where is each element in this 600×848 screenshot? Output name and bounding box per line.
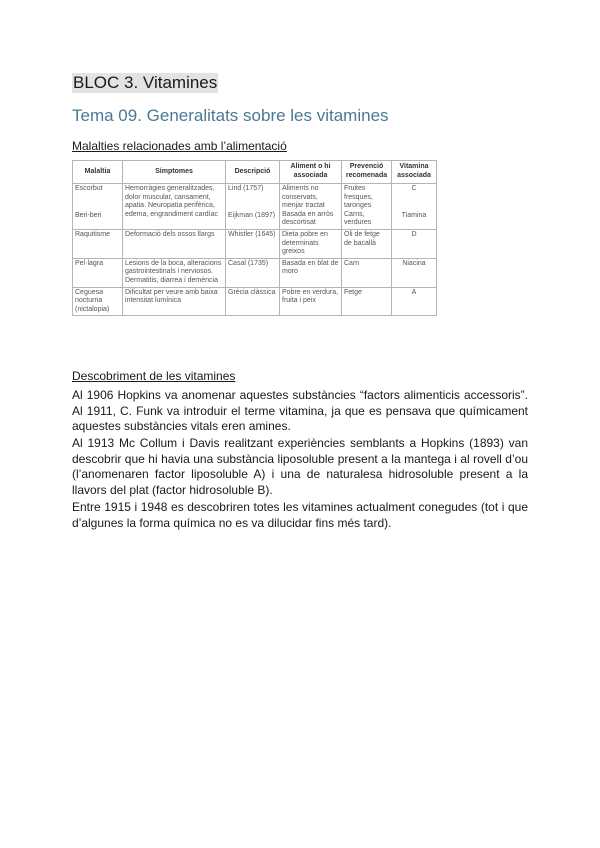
cell-text: Basada en arròs descortisat	[282, 210, 334, 227]
table-cell: Deformació dels ossos llargs	[123, 229, 226, 258]
column-header: Aliment o hi associada	[280, 161, 342, 184]
table-cell: Dieta pobre en determinats greixos	[280, 229, 342, 258]
cell-text: Lind (1757)	[228, 185, 264, 192]
table-cell: Casal (1735)	[226, 258, 280, 287]
table-row	[73, 229, 437, 258]
section-heading-descobriment: Descobriment de les vitamines	[72, 369, 236, 383]
column-header: Prevenció recomenada	[342, 161, 392, 184]
table-cell: Raquitisme	[73, 229, 123, 258]
table-cell	[342, 184, 392, 230]
table-cell	[392, 184, 437, 230]
cell-text: Eijkman (1897)	[228, 211, 276, 219]
table-header-row	[73, 161, 437, 184]
paragraph: Al 1906 Hopkins va anomenar aquestes substàncies “factors alimenticis accessoris”. Al 1911, C. Funk va introduir el terme vitamina, ja que es pensava que químicament aquestes substàncies vitals eren amines.	[72, 388, 528, 433]
table-row	[73, 287, 437, 316]
table-cell: Whistler (1645)	[226, 229, 280, 258]
table-cell: Dificultat per veure amb baixa intensitat lumínica	[123, 287, 226, 316]
table-cell: Hemorràgies generalitzades, dolor muscular, cansament, apatia. Neuropatia perifèrica, edema, engrandiment cardíac	[123, 184, 226, 230]
cell-text: Carns, verdures	[344, 210, 372, 227]
table-cell: Grècia clàssica	[226, 287, 280, 316]
table-cell: Lesions de la boca, alteracions gastrointestinals i nerviosos. Dermatitis, diarrea i demència	[123, 258, 226, 287]
tema-heading: Tema 09. Generalitats sobre les vitamines	[72, 106, 389, 125]
table-row	[73, 184, 437, 230]
table-cell	[280, 184, 342, 230]
table-row	[73, 258, 437, 287]
cell-text: Fruites fresques, taronges	[344, 185, 373, 210]
cell-text: Tiamina	[401, 211, 427, 219]
table-cell: Carn	[342, 258, 392, 287]
paragraph: Entre 1915 i 1948 es descobriren totes les vitamines actualment conegudes (tot i que d’algunes la forma química no es va dilucidar fins més tard).	[72, 500, 528, 530]
table-cell: D	[392, 229, 437, 258]
table-cell	[226, 184, 280, 230]
table-cell: A	[392, 287, 437, 316]
table-cell	[73, 184, 123, 230]
table-cell: Fetge	[342, 287, 392, 316]
column-header: Vitamina associada	[392, 161, 437, 184]
cell-text: C	[411, 185, 417, 192]
table-cell: Pobre en verdura, fruita i peix	[280, 287, 342, 316]
table-cell: Ceguesa nocturna (nictalopia)	[73, 287, 123, 316]
section-heading-malalties: Malalties relacionades amb l’alimentació	[72, 139, 287, 153]
column-header: Descripció	[226, 161, 280, 184]
table-cell: Pel·lagra	[73, 258, 123, 287]
paragraph: Al 1913 Mc Collum i Davis realitzant experiències semblants a Hopkins (1893) van descobrir que hi havia una substància liposoluble present a la mantega i al rovell d’ou (l’anomenaren factor liposoluble A) i una de naturalesa hidrosoluble present a la llavors del plat (factor hidrosoluble B).	[72, 436, 528, 497]
cell-text: Escorbut	[75, 185, 103, 192]
diseases-table	[72, 160, 437, 316]
cell-text: Aliments no conservats, menjar tractat	[282, 185, 325, 210]
cell-text: Beri-beri	[75, 211, 102, 219]
table-cell: Basada en blat de moro	[280, 258, 342, 287]
table-cell: Niacina	[392, 258, 437, 287]
table-cell: Oli de fetge de bacallà	[342, 229, 392, 258]
column-header: Malaltia	[73, 161, 123, 184]
column-header: Símptomes	[123, 161, 226, 184]
bloc-heading: BLOC 3. Vitamines	[73, 73, 218, 92]
